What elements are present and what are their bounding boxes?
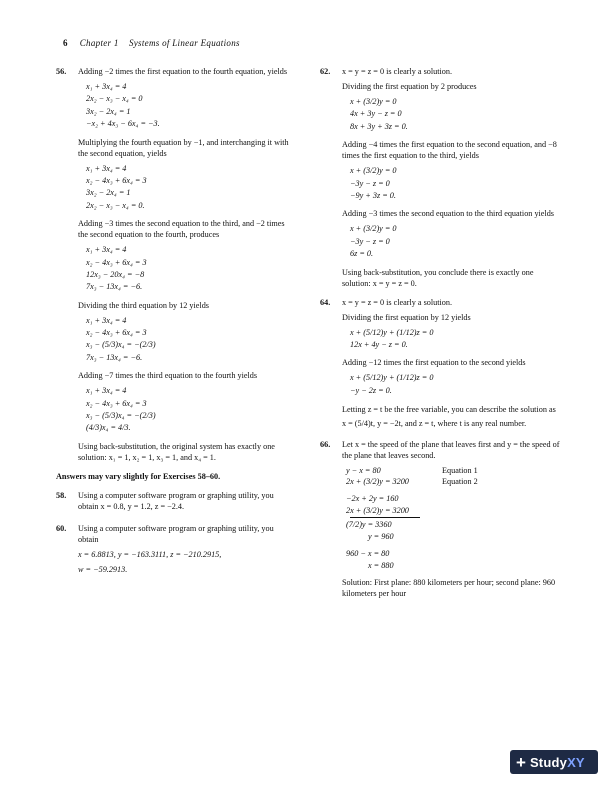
equation-line: 12x₃ − 20x₄ = −8 [86,269,145,279]
equation-system [86,385,296,435]
solution-text: Solution: First plane: 880 kilometers per hour; second plane: 960 kilometers per hour [342,578,556,599]
exercise-56 [56,66,296,463]
left-column [56,66,296,580]
exercise-text: Adding −12 times the first equation to the second yields [342,358,526,368]
chapter-title: Systems of Linear Equations [128,38,240,48]
exercise-66 [320,439,560,599]
equation-line: −9y + 3z = 0. [350,190,396,200]
exercise-text: Adding −3 times the second equation to the third, and −2 times the second equation to the fourth, produces [78,219,285,240]
exercise-text: Adding −4 times the first equation to the second equation, and −8 times the first equation to the third, yields [342,140,557,161]
exercise-text: Adding −7 times the third equation to the fourth yields [78,371,258,381]
equation-line: 2x + (3/2)y = 3200 [346,477,409,487]
equation-line: (4/3)x₄ = 4/3. [86,423,131,433]
equation-line: y = 960 [368,531,394,541]
exercise-text: x = y = z = 0 is clearly a solution. [342,67,453,76]
equation-line: 7x₃ − 13x₄ = −6. [86,352,143,362]
equation-line: x₃ − (5/3)x₄ = −(2/3) [86,340,156,350]
equation-line: x + (3/2)y = 0 [350,224,397,234]
exercise-text: Adding −3 times the second equation to the third equation yields [342,209,554,219]
equation-system [350,223,560,260]
page-number: 6 [63,38,68,48]
logo-text: StudyXY [529,754,585,770]
exercise-number: 66. [320,440,331,450]
equation-line: x₂ − 4x₃ + 6x₄ = 3 [86,398,147,408]
equation-line: 4x + 3y − z = 0 [350,109,402,119]
exercise-number: 62. [320,67,331,76]
exercise-64 [320,297,560,432]
exercise-text: Letting z = t be the free variable, you can describe the solution as x = (5/4)t, y = −2t, and z = t, where t is any real number. [342,405,556,429]
equation-line: x + (3/2)y = 0 [350,166,397,176]
exercise-text: Let x = the speed of the plane that leaves first and y = the speed of the plane that leaves second. [342,440,560,461]
equation-line: 3x₂ − 2x₄ = 1 [86,188,131,198]
equation-line: −x₂ + 4x₃ − 6x₄ = −3. [86,119,160,129]
equation-2-row [346,476,560,487]
exercise-number: 58. [56,490,67,500]
page-header [63,38,240,48]
exercise-text: Dividing the first equation by 2 produces [342,82,477,91]
equation-line: x₂ − 4x₃ + 6x₄ = 3 [86,257,147,267]
exercise-58 [56,490,296,512]
exercise-text: Using a computer software program or graphing utility, you obtain [78,523,274,544]
equation-system [350,372,560,397]
elimination-sum [346,493,560,542]
answers-note: Answers may vary slightly for Exercises 58–60. [56,471,221,481]
exercise-text: Adding −2 times the first equation to the fourth equation, yields [78,67,288,76]
equation-line: 2x₂ − x₃ − x₄ = 0 [86,94,143,104]
equation-line: x₁ + 3x₄ = 4 [86,245,127,255]
exercise-62 [320,66,560,289]
exercise-text: Multiplying the fourth equation by −1, and interchanging it with the second equation, yields [78,137,289,158]
exercise-60 [56,523,296,575]
equation-line: x + (3/2)y = 0 [350,97,397,106]
equation-system [350,96,560,133]
equation-system [86,315,296,365]
sum-rule [350,517,420,518]
equation-line: −3y − z = 0 [350,236,390,246]
equation-line: x₃ − (5/3)x₄ = −(2/3) [86,411,156,421]
exercise-number: 60. [56,523,67,533]
equation-system [86,244,296,294]
equation-line: −2x + 2y = 160 [346,494,399,504]
equation-line: 2x + (3/2)y = 3200 [346,505,409,515]
equation-line: x₁ + 3x₄ = 4 [86,386,127,396]
equation-line: 2x₂ − x₃ − x₄ = 0. [86,200,145,210]
exercise-text: Dividing the third equation by 12 yields [78,300,209,310]
right-column [320,66,560,604]
exercise-text: Using back-substitution, the original system has exactly one solution: x₁ = 1, x₂ = 1, x₃ = 1, and x₄ = 1. [78,441,275,462]
exercise-number: 64. [320,297,331,307]
equation-line: x₁ + 3x₄ = 4 [86,315,127,325]
equation-line: (7/2)y = 3360 [346,520,392,530]
plus-icon: + [516,752,526,772]
equation-line: 8x + 3y + 3z = 0. [350,121,408,131]
equation-line: 6z = 0. [350,249,374,259]
equation-line: 12x + 4y − z = 0. [350,339,408,349]
studyxy-logo [510,750,598,774]
equation-line: −3y − z = 0 [350,178,390,188]
exercise-text: x = y = z = 0 is clearly a solution. [342,297,453,307]
equation-line: x = 880 [368,560,394,570]
exercise-text: Dividing the first equation by 12 yields [342,312,471,322]
equation-line: 3x₂ − 2x₄ = 1 [86,106,131,116]
solution-values: x = 6.8813, y = −163.3111, z = −210.2915, [78,549,222,559]
exercise-number: 56. [56,67,67,76]
equation-line: −y − 2z = 0. [350,385,392,395]
equation-system [350,165,560,202]
equation-system [86,163,296,213]
equation-line: 960 − x = 80 [346,549,390,559]
solution-values: w = −59.2913. [78,564,128,574]
equation-label: Equation 2 [442,477,478,487]
equation-line: x + (5/12)y + (1/12)z = 0 [350,327,434,337]
chapter-label: Chapter 1 [79,38,119,48]
equation-label: Equation 1 [442,466,478,476]
equation-1-row [346,465,560,476]
equation-line: 7x₃ − 13x₄ = −6. [86,282,143,292]
exercise-text: Using back-substitution, you conclude there is exactly one solution: x = y = z = 0. [342,267,534,288]
equation-line: x₂ − 4x₃ + 6x₄ = 3 [86,328,147,338]
exercise-text: Using a computer software program or graphing utility, you obtain x = 0.8, y = 1.2, z = −2.4. [78,490,274,511]
equation-line: x + (5/12)y + (1/12)z = 0 [350,373,434,383]
equation-line: x₂ − 4x₃ + 6x₄ = 3 [86,175,147,185]
back-substitution [346,548,560,571]
equation-line: x₁ + 3x₄ = 4 [86,82,127,91]
equation-system [86,81,296,131]
equation-line: y − x = 80 [346,466,381,476]
equation-system [350,327,560,352]
equation-line: x₁ + 3x₄ = 4 [86,163,127,173]
